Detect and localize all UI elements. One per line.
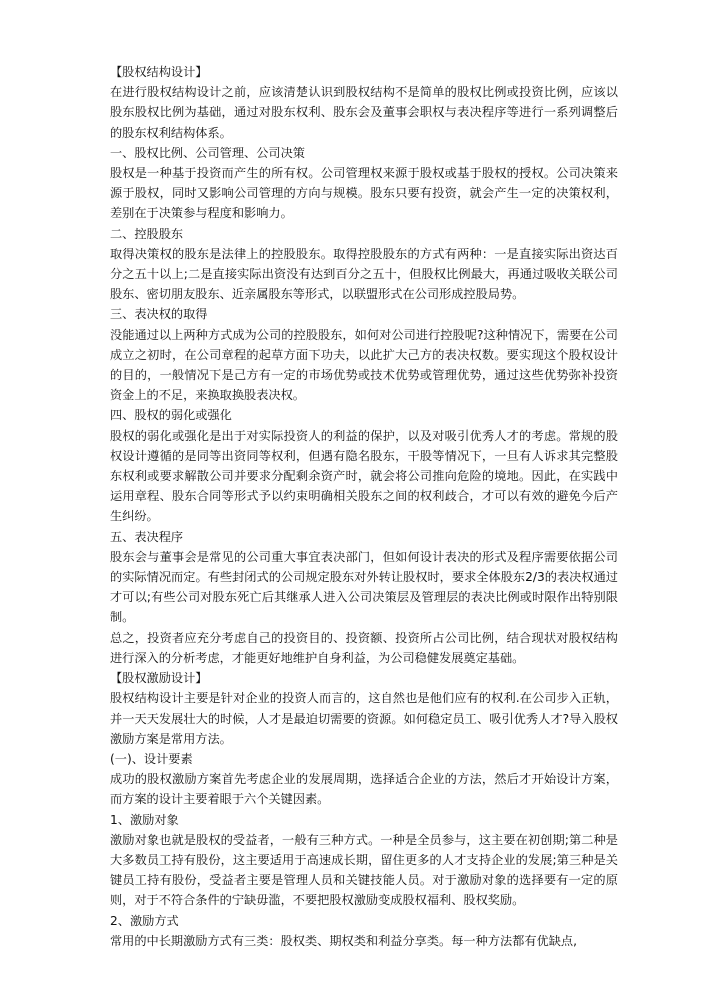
section-heading-equity-structure: 【股权结构设计】 — [110, 65, 208, 79]
paragraph-3: 没能通过以上两种方式成为公司的控股股东，如何对公司进行控股呢?这种情况下，需要在公司成立之初时，在公司章程的起草方面下功夫，以此扩大己方的表决权数。要实现这个股权设计的目的，一般情况下是己方有一定的市场优势或技术优势或管理优势，通过这些优势弥补投资资金上的不足，来换取换股表决权。 — [110, 327, 618, 403]
heading-1: 一、股权比例、公司管理、公司决策 — [110, 145, 305, 160]
section-heading-equity-incentive: 【股权激励设计】 — [110, 671, 208, 686]
paragraph-2: 取得决策权的股东是法律上的控股股东。取得控股股东的方式有两种：一是直接实际出资达百分之五十以上;二是直接实际出资没有达到百分之五十，但股权比例最大，再通过吸收关联公司股东、密切朋友股东、近亲属股东等形式，以联盟形式在公司形成控股局势。 — [110, 246, 618, 302]
paragraph-design-elements: 成功的股权激励方案首先考虑企业的发展周期，选择适合企业的方法，然后才开始设计方案，而方案的设计主要着眼于六个关键因素。 — [110, 772, 618, 807]
heading-2: 二、控股股东 — [110, 226, 184, 241]
paragraph-intro: 在进行股权结构设计之前，应该清楚认识到股权结构不是简单的股权比例或投资比例，应该以股东股权比例为基础，通过对股东权利、股东会及董事会职权与表决程序等进行一系列调整后的股东权利结构体系。 — [110, 85, 618, 140]
paragraph-4: 股权的弱化或强化是出于对实际投资人的利益的保护，以及对吸引优秀人才的考虑。常规的股权设计遵循的是同等出资同等权利，但遇有隐名股东，干股等情况下，一旦有人诉求其完整股东权利或要求解散公司并要求分配剩余资产时，就会将公司推向危险的境地。因此，在实践中运用章程、股东合同等形式予以约束明确相关股东之间的权利歧合，才可以有效的避免今后产生纠纷。 — [110, 428, 618, 524]
heading-4: 四、股权的弱化或强化 — [110, 408, 232, 423]
heading-5: 五、表决程序 — [110, 529, 184, 544]
heading-3: 三、表决权的取得 — [110, 307, 208, 322]
paragraph-1: 股权是一种基于投资而产生的所有权。公司管理权来源于股权或基于股权的授权。公司决策来源于股权，同时又影响公司管理的方向与规模。股东只要有投资，就会产生一定的决策权利，差别在于决策参与程度和影响力。 — [110, 166, 618, 221]
paragraph-5: 股东会与董事会是常见的公司重大事宜表决部门，但如何设计表决的形式及程序需要依据公司的实际情况而定。有些封闭式的公司规定股东对外转让股权时，要求全体股东2/3的表决权通过才可以;有些公司对股东死亡后其继承人进入公司决策层及管理层的表决比例或时限作出特别限制。 — [110, 549, 618, 625]
paragraph-incentive-methods: 常用的中长期激励方式有三类：股权类、期权类和利益分享类。每一种方法都有优缺点, — [110, 933, 577, 948]
paragraph-incentive-intro: 股权结构设计主要是针对企业的投资人而言的，这自然也是他们应有的权利.在公司步入正轨，并一天天发展壮大的时候，人才是最迫切需要的资源。如何稳定员工、吸引优秀人才?导入股权激励方案是常用方法。 — [110, 691, 618, 746]
paragraph-summary: 总之，投资者应充分考虑自己的投资目的、投资额、投资所占公司比例，结合现状对股权结构进行深入的分析考虑，才能更好地维护自身利益，为公司稳健发展奠定基础。 — [110, 630, 618, 665]
heading-design-elements: (一)、设计要素 — [110, 751, 193, 766]
heading-incentive-targets: 1、激励对象 — [110, 812, 179, 827]
paragraph-incentive-targets: 激励对象也就是股权的受益者，一般有三种方式。一种是全员参与，这主要在初创期;第二种是大多数员工持有股份，这主要适用于高速成长期，留住更多的人才支持企业的发展;第三种是关键员工持有股份，受益者主要是管理人员和关键技能人员。对于激励对象的选择要有一定的原则，对于不符合条件的宁缺毋滥，不要把股权激励变成股权福利、股权奖励。 — [110, 832, 618, 908]
heading-incentive-methods: 2、激励方式 — [110, 913, 179, 928]
document-page — [110, 62, 618, 951]
